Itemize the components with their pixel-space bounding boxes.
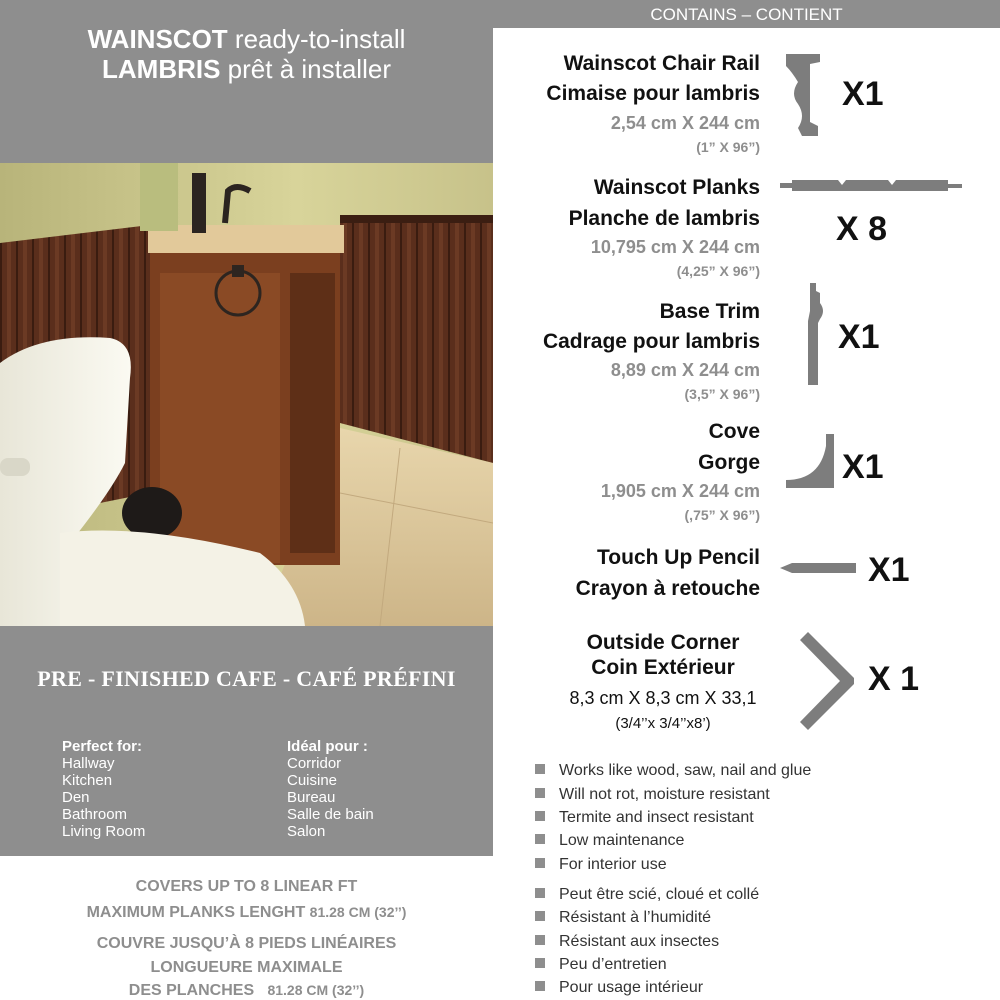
planks-dim-in: (4,25” X 96”) [676, 263, 760, 279]
planks-name-en: Wainscot Planks [593, 176, 760, 199]
header-line-en: WAINSCOT ready-to-install [87, 24, 406, 54]
base-trim-profile-icon [804, 281, 828, 387]
corner-dim-in: (3/4’’x 3/4’’x8’) [615, 715, 711, 732]
feature-item: Will not rot, moisture resistant [535, 785, 770, 805]
feature-item: Works like wood, saw, nail and glue [535, 761, 811, 781]
plank-profile-icon [778, 176, 964, 194]
chair-rail-dim-in: (1” X 96”) [696, 139, 760, 155]
finish-band [0, 626, 493, 856]
ideal-pour-list [287, 738, 374, 840]
feature-item: Termite and insect resistant [535, 808, 754, 828]
feature-item-fr: Pour usage intérieur [535, 978, 703, 998]
use-item: Corridor [287, 755, 342, 772]
feature-item-fr: Peut être scié, cloué et collé [535, 885, 759, 905]
feature-item: Low maintenance [535, 831, 684, 851]
bullet-icon [535, 935, 545, 945]
contains-bar [493, 0, 1000, 28]
use-item: Living Room [62, 823, 146, 840]
bullet-icon [535, 858, 545, 868]
use-item: Hallway [62, 755, 115, 772]
feature-item-fr: Résistant à l’humidité [535, 908, 711, 928]
bullet-icon [535, 958, 545, 968]
bullet-icon [535, 911, 545, 921]
covers-line-2: MAXIMUM PLANKS LENGHT 81.28 CM (32’’) [86, 904, 407, 921]
bathroom-photo [0, 163, 493, 626]
pencil-name-en: Touch Up Pencil [597, 546, 760, 569]
feature-item-fr: Résistant aux insectes [535, 932, 719, 952]
corner-name-fr: Coin Extérieur [591, 656, 735, 679]
bullet-icon [535, 788, 545, 798]
use-item: Kitchen [62, 772, 113, 789]
bullet-icon [535, 834, 545, 844]
cove-name-en: Cove [708, 420, 760, 443]
use-item: Cuisine [287, 772, 338, 789]
chair-rail-profile-icon [782, 52, 824, 138]
header-band [0, 0, 493, 163]
cove-dim-in: (,75” X 96”) [684, 507, 760, 523]
planks-qty: X 8 [836, 210, 888, 248]
cove-dim-cm: 1,905 cm X 244 cm [600, 481, 760, 501]
use-item: Salon [287, 823, 326, 840]
feature-item: For interior use [535, 855, 667, 875]
header-line-fr: LAMBRIS prêt à installer [102, 54, 391, 84]
cove-name-fr: Gorge [698, 451, 760, 474]
corner-dim-cm: 8,3 cm X 8,3 cm X 33,1 [569, 688, 757, 708]
finish-title: PRE - FINISHED CAFE - CAFÉ PRÉFINI [37, 666, 456, 691]
corner-qty: X 1 [868, 660, 920, 698]
covers-line-4: LONGUEURE MAXIMALE [150, 959, 343, 976]
pencil-qty: X1 [868, 551, 910, 589]
bullet-icon [535, 764, 545, 774]
base-trim-dim-in: (3,5” X 96”) [684, 386, 760, 402]
base-trim-name-en: Base Trim [659, 300, 760, 323]
use-item: Salle de bain [287, 806, 374, 823]
use-item: Den [62, 789, 90, 806]
covers-line-1: COVERS UP TO 8 LINEAR FT [135, 878, 358, 895]
outside-corner-profile-icon [796, 630, 856, 732]
feature-item-fr: Peu d’entretien [535, 955, 667, 975]
perfect-for-list [62, 738, 145, 840]
chair-rail-dim-cm: 2,54 cm X 244 cm [610, 113, 760, 133]
bullet-icon [535, 888, 545, 898]
covers-line-5: DES PLANCHES 81.28 CM (32’’) [128, 982, 365, 999]
ideal-pour-heading: Idéal pour : [287, 738, 368, 755]
contains-label: CONTAINS – CONTIENT [650, 5, 843, 24]
perfect-for-heading: Perfect for: [62, 738, 143, 755]
use-item: Bathroom [62, 806, 128, 823]
chair-rail-name-en: Wainscot Chair Rail [563, 52, 760, 75]
chair-rail-qty: X1 [842, 75, 884, 113]
bullet-icon [535, 811, 545, 821]
base-trim-qty: X1 [838, 318, 880, 356]
use-item: Bureau [287, 789, 336, 806]
chair-rail-name-fr: Cimaise pour lambris [546, 82, 760, 105]
cove-qty: X1 [842, 448, 884, 486]
covers-line-3: COUVRE JUSQU’À 8 PIEDS LINÉAIRES [96, 935, 397, 952]
base-trim-name-fr: Cadrage pour lambris [542, 330, 760, 353]
pencil-name-fr: Crayon à retouche [575, 577, 760, 600]
pencil-icon [778, 560, 858, 576]
planks-name-fr: Planche de lambris [568, 207, 760, 230]
base-trim-dim-cm: 8,89 cm X 244 cm [610, 360, 760, 380]
bullet-icon [535, 981, 545, 991]
planks-dim-cm: 10,795 cm X 244 cm [590, 237, 760, 257]
corner-name-en: Outside Corner [586, 631, 740, 654]
cove-profile-icon [784, 432, 836, 492]
